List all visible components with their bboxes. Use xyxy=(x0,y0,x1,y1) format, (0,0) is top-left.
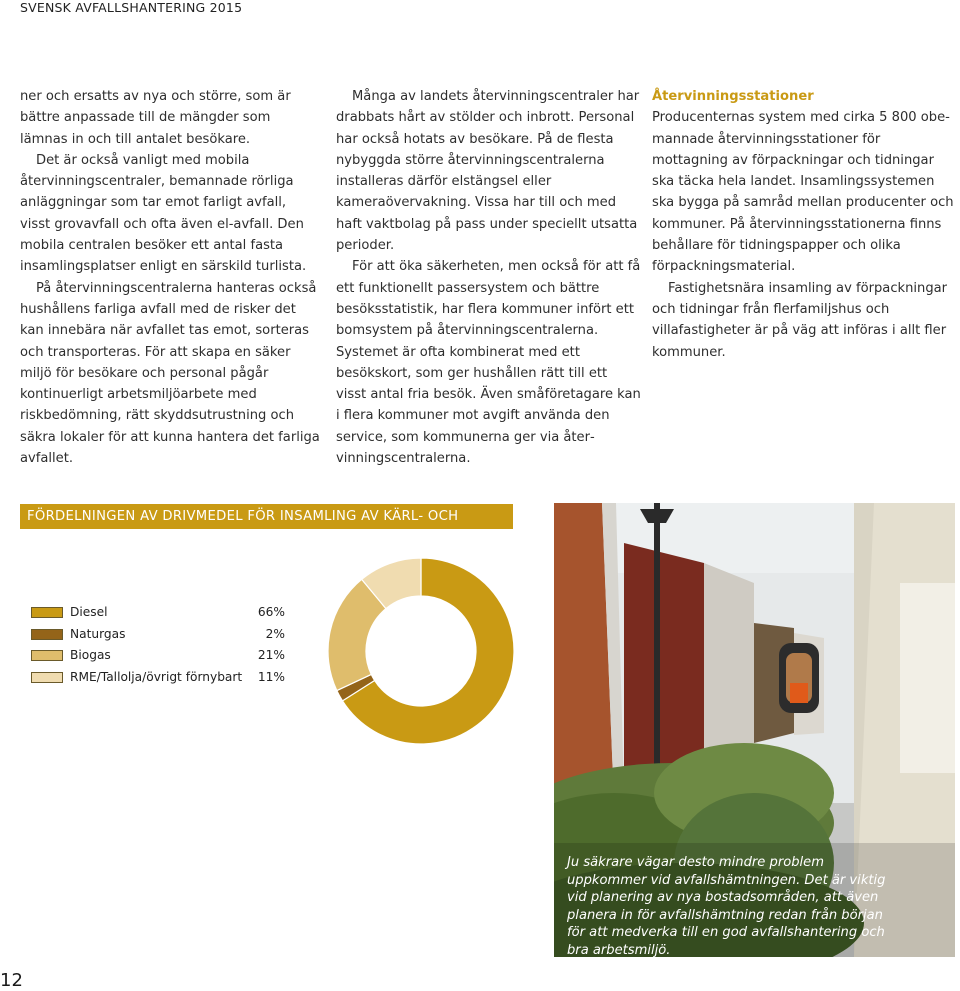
photo-caption: Ju säkrare vägar desto mindre problem uppkommer vid avfallshämtningen. Det är viktig vid planering av nya bostadsområden, att även planera in för avfallshämtning redan från början för att medverka till en god avfallshantering och bra arbetsmiljö. xyxy=(567,855,886,958)
donut-chart xyxy=(325,555,517,747)
legend-label: Biogas xyxy=(70,648,111,662)
chart-legend xyxy=(31,603,285,689)
paragraph: Fastighetsnära insamling av förpackningar och tidningar från flerfamiljshus och villafastigheter är på väg att införas i allt fler kommuner. xyxy=(652,280,948,360)
paragraph: Många av landets återvinningscentraler har drabbats hårt av stölder och inbrott. Personal har också hotats av besökare. På de flesta nybyggda större återvinningscentralerna installeras därför elstängsel eller kameraövervakning. Vissa har till och med haft vaktbolag på pass under speciellt utsatta perioder. xyxy=(336,89,640,254)
legend-label: Diesel xyxy=(70,605,108,619)
legend-value: 2% xyxy=(265,626,285,641)
legend-item-rme xyxy=(31,668,285,690)
legend-label: Naturgas xyxy=(70,626,126,641)
legend-value: 66% xyxy=(257,605,285,619)
legend-label: RME/Tallolja/övrigt förnybart xyxy=(70,669,243,684)
legend-item-biogas xyxy=(31,646,285,668)
page-number: 12 xyxy=(0,970,23,991)
legend-value: 11% xyxy=(257,669,285,684)
legend-item-naturgas xyxy=(31,625,285,647)
paragraph: Det är också vanligt med mobila återvinningscentraler, bemannade rörliga anläggningar som tar emot farligt avfall, visst grovavfall och ofta även el-avfall. Den mobila centralen besöker ett antal fasta insamlingsplatser enligt en särskild turlista. xyxy=(20,152,307,275)
paragraph: För att öka säkerheten, men också för att få ett funktionellt passersystem och bättre besöksstatistik, har flera kommuner infört ett bomsystem på återvinningscentralerna. Systemet är ofta kombinerat med ett besökskort, som ger hushållen rätt till ett visst antal fria besök. Även småföretagare kan i flera kommuner mot avgift använda den service, som kommunerna ger via återvinningscentralerna. xyxy=(336,259,641,467)
legend-value: 21% xyxy=(257,648,285,662)
paragraph: ner och ersatts av nya och större, som är bättre anpassade till de mängder som lämnas in och till antalet besökare. xyxy=(20,89,291,147)
text-column-3 xyxy=(652,86,957,363)
legend-swatch xyxy=(31,650,63,661)
paragraph: Producenternas system med cirka 5 800 obemannade återvinningsstationer för mottagning av förpackningar och tidningar ska täcka hela landet. Insamlingssystemen ska bygga på samråd mellan producenter och kommuner. På återvinningsstationerna finns behållare för tidningspapper och olika förpackningsmaterial. xyxy=(652,110,954,275)
paragraph: På återvinningscentralerna hanteras också hushållens farliga avfall med de risker det kan innebära när avfallet tas emot, sorteras och transporteras. För att skapa en säker miljö för besökare och personal pågår kontinuerligt arbetsmiljöarbete med riskbedömning, rätt skyddsutrustning och säkra lokaler för att kunna hantera det farliga avfallet. xyxy=(20,280,320,467)
section-heading: Återvinningsstationer xyxy=(652,89,814,104)
text-column-1 xyxy=(20,86,320,469)
legend-swatch xyxy=(31,672,63,683)
legend-item-diesel xyxy=(31,603,285,625)
chart-title: FÖRDELNINGEN AV DRIVMEDEL FÖR INSAMLING AV KÄRL- OCH SÄCKAVFALL xyxy=(20,504,513,529)
legend-swatch xyxy=(31,629,63,640)
legend-swatch xyxy=(31,607,63,618)
text-column-2 xyxy=(336,86,641,469)
running-header: SVENSK AVFALLSHANTERING 2015 xyxy=(20,0,243,15)
